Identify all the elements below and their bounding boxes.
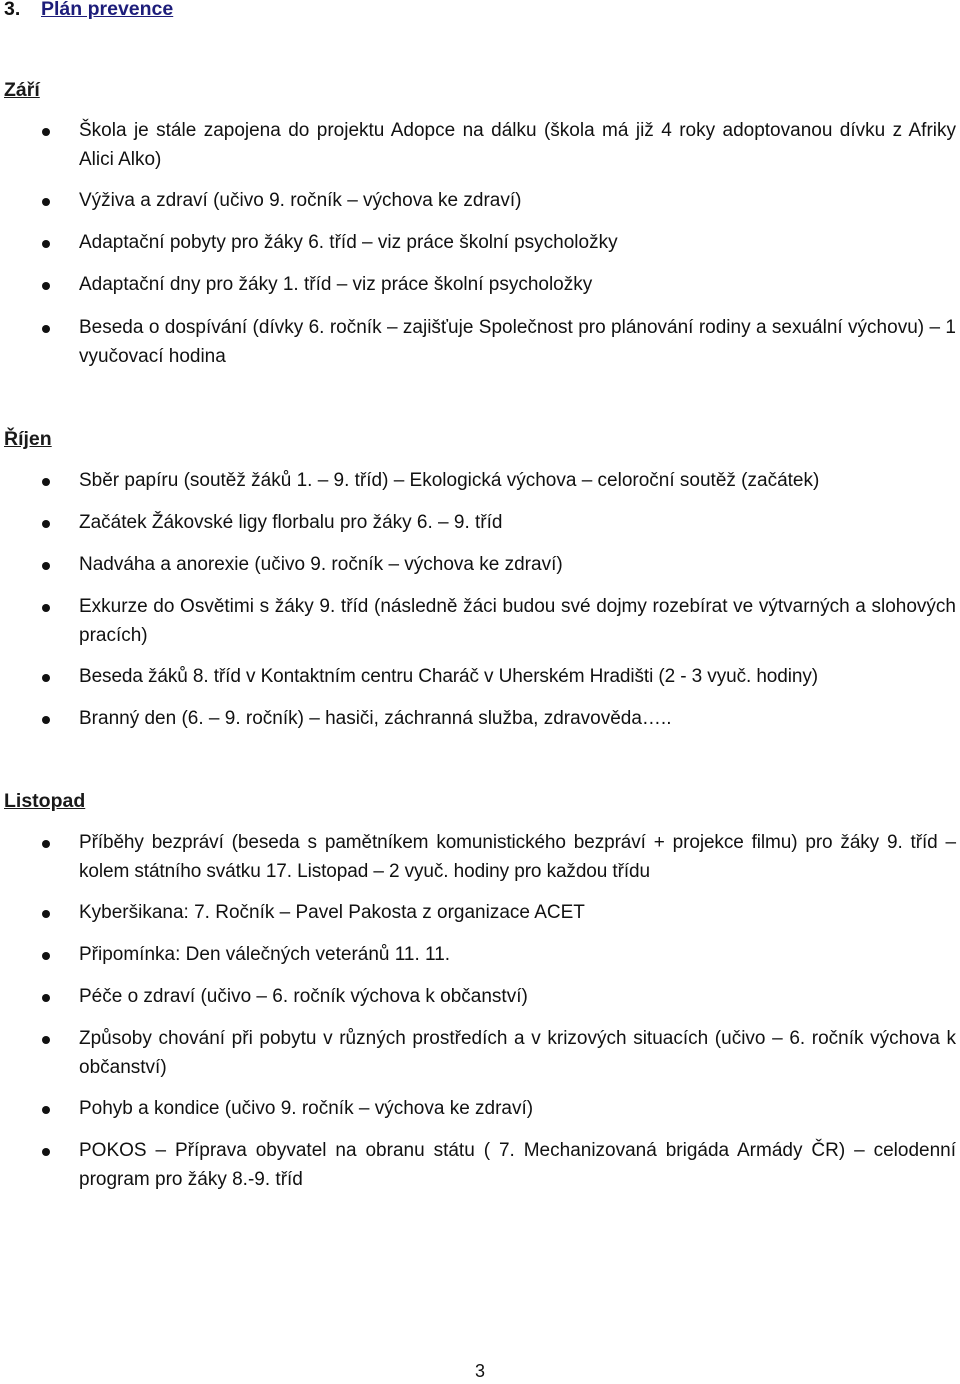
list-item: Beseda o dospívání (dívky 6. ročník – zajišťuje Společnost pro plánování rodiny a sexuální výchovu) – 1 vyučovací hodina — [79, 314, 956, 371]
bullet-icon — [42, 240, 50, 248]
list-item: Adaptační dny pro žáky 1. tříd – viz práce školní psycholožky — [79, 271, 956, 300]
bullet-icon — [42, 910, 50, 918]
list-item: Péče o zdraví (učivo – 6. ročník výchova k občanství) — [79, 983, 956, 1012]
list-item: Beseda žáků 8. tříd v Kontaktním centru Charáč v Uherském Hradišti (2 - 3 vyuč. hodiny) — [79, 663, 956, 692]
list-item: Kyberšikana: 7. Ročník – Pavel Pakosta z organizace ACET — [79, 899, 956, 928]
section-title: Plán prevence — [41, 0, 174, 20]
bullet-icon — [42, 604, 50, 612]
list-item: Škola je stále zapojena do projektu Adopce na dálku (škola má již 4 roky adoptovanou dívku z Afriky Alici Alko) — [79, 117, 956, 174]
bullet-icon — [42, 1036, 50, 1044]
list-item: Nadváha a anorexie (učivo 9. ročník – výchova ke zdraví) — [79, 551, 956, 580]
bullet-icon — [42, 840, 50, 848]
bullet-icon — [42, 716, 50, 724]
month-heading-zari: Září — [4, 79, 40, 101]
bullet-icon — [42, 325, 50, 333]
list-item: Exkurze do Osvětimi s žáky 9. tříd (následně žáci budou své dojmy rozebírat ve výtvarných a slohových pracích) — [79, 593, 956, 650]
bullet-icon — [42, 1106, 50, 1114]
month-heading-listopad: Listopad — [4, 790, 86, 812]
bullet-icon — [42, 282, 50, 290]
section-number: 3. — [4, 0, 21, 20]
list-item: Způsoby chování při pobytu v různých prostředích a v krizových situacích (učivo – 6. ročník výchova k občanství) — [79, 1025, 956, 1082]
bullet-icon — [42, 562, 50, 570]
list-item: Začátek Žákovské ligy florbalu pro žáky 6. – 9. tříd — [79, 509, 956, 538]
bullet-icon — [42, 128, 50, 136]
list-item: Pohyb a kondice (učivo 9. ročník – výchova ke zdraví) — [79, 1095, 956, 1124]
list-item: Výživa a zdraví (učivo 9. ročník – výchova ke zdraví) — [79, 187, 956, 216]
page-number: 3 — [474, 1361, 485, 1381]
bullet-icon — [42, 952, 50, 960]
bullet-icon — [42, 520, 50, 528]
bullet-icon — [42, 198, 50, 206]
month-heading-rijen: Říjen — [4, 428, 52, 450]
list-item: Branný den (6. – 9. ročník) – hasiči, záchranná služba, zdravověda….. — [79, 705, 956, 734]
bullet-icon — [42, 1148, 50, 1156]
list-item: Sběr papíru (soutěž žáků 1. – 9. tříd) – Ekologická výchova – celoroční soutěž (začátek) — [79, 467, 956, 496]
list-item: POKOS – Příprava obyvatel na obranu státu ( 7. Mechanizovaná brigáda Armády ČR) – celodenní program pro žáky 8.-9. tříd — [79, 1137, 956, 1194]
section-heading — [4, 0, 173, 21]
list-item: Příběhy bezpráví (beseda s pamětníkem komunistického bezpráví + projekce filmu) pro žáky 9. tříd – kolem státního svátku 17. Listopad – 2 vyuč. hodiny pro každou třídu — [79, 829, 956, 886]
list-item: Připomínka: Den válečných veteránů 11. 11. — [79, 941, 956, 970]
list-item: Adaptační pobyty pro žáky 6. tříd – viz práce školní psycholožky — [79, 229, 956, 258]
bullet-icon — [42, 478, 50, 486]
bullet-icon — [42, 674, 50, 682]
bullet-icon — [42, 994, 50, 1002]
